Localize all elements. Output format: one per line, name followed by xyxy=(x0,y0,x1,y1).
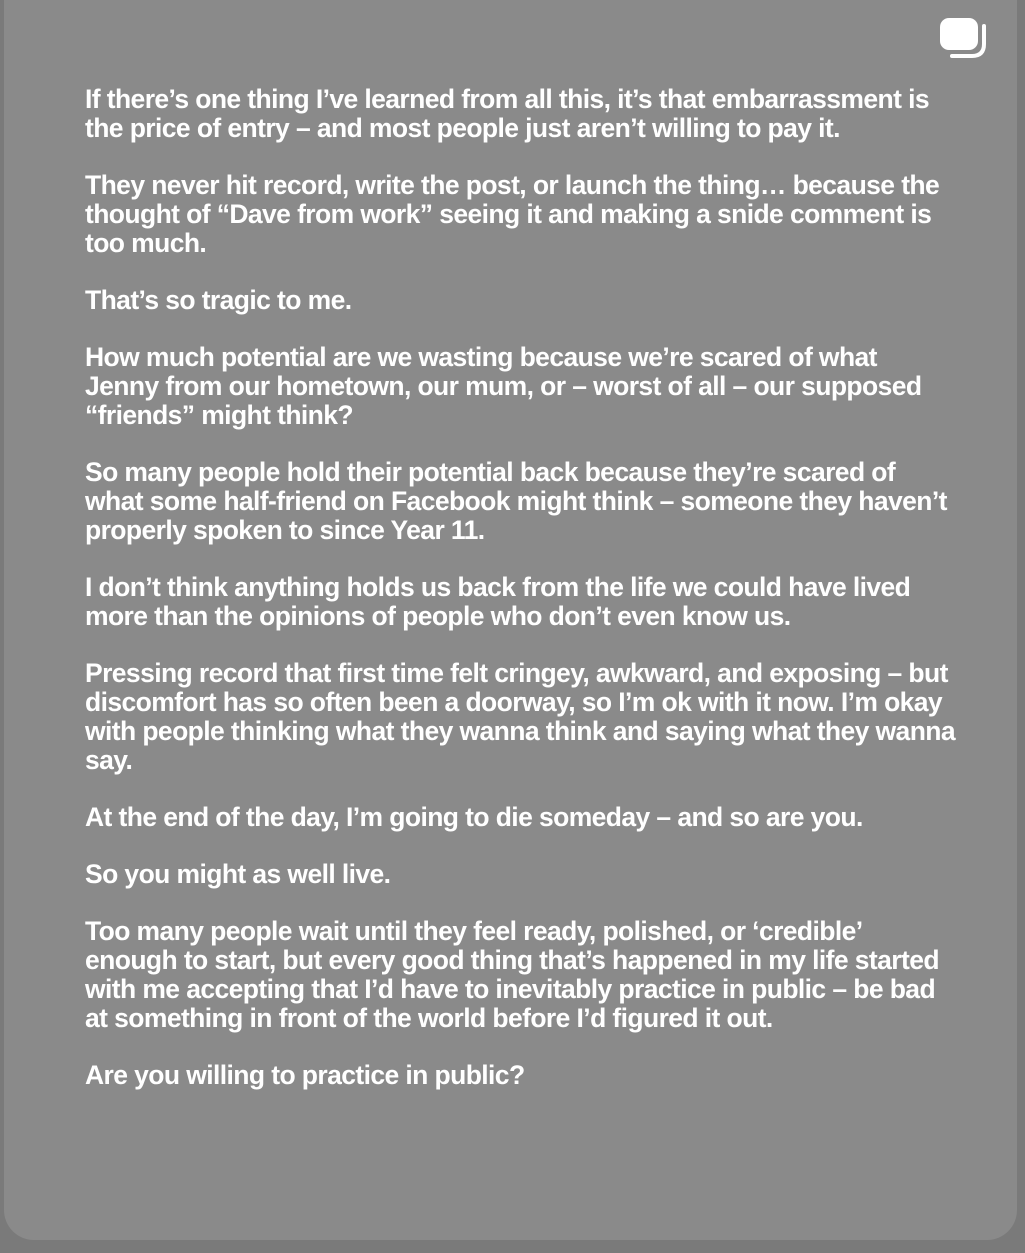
paragraph: So you might as well live. xyxy=(85,859,391,889)
paragraph: Too many people wait until they feel ready, polished, or ‘credible’ enough to start, but every good thing that’s happened in my life started with me accepting that I’d have to inevitably practice in public – be bad at something in front of the world before I’d figured it out. xyxy=(85,916,939,1033)
paragraph: How much potential are we wasting because we’re scared of what Jenny from our hometown, our mum, or – worst of all – our supposed “friends” might think? xyxy=(85,342,922,430)
paragraph: At the end of the day, I’m going to die someday – and so are you. xyxy=(85,802,863,832)
copy-icon xyxy=(932,12,990,62)
copy-button[interactable] xyxy=(932,12,990,62)
paragraph: Are you willing to practice in public? xyxy=(85,1060,525,1090)
paragraph: That’s so tragic to me. xyxy=(85,285,352,315)
text-card xyxy=(4,0,1017,1240)
paragraph: They never hit record, write the post, or launch the thing… because the thought of “Dave from work” seeing it and making a snide comment is too much. xyxy=(85,170,940,258)
paragraph: If there’s one thing I’ve learned from all this, it’s that embarrassment is the price of entry – and most people just aren’t willing to pay it. xyxy=(85,84,929,143)
paragraph: So many people hold their potential back because they’re scared of what some half-friend on Facebook might think – someone they haven’t properly spoken to since Year 11. xyxy=(85,457,947,545)
paragraph: Pressing record that first time felt cringey, awkward, and exposing – but discomfort has so often been a doorway, so I’m ok with it now. I’m okay with people thinking what they wanna think and saying what they wanna say. xyxy=(85,658,956,775)
post-body xyxy=(85,85,955,1118)
paragraph: I don’t think anything holds us back from the life we could have lived more than the opinions of people who don’t even know us. xyxy=(85,572,911,631)
